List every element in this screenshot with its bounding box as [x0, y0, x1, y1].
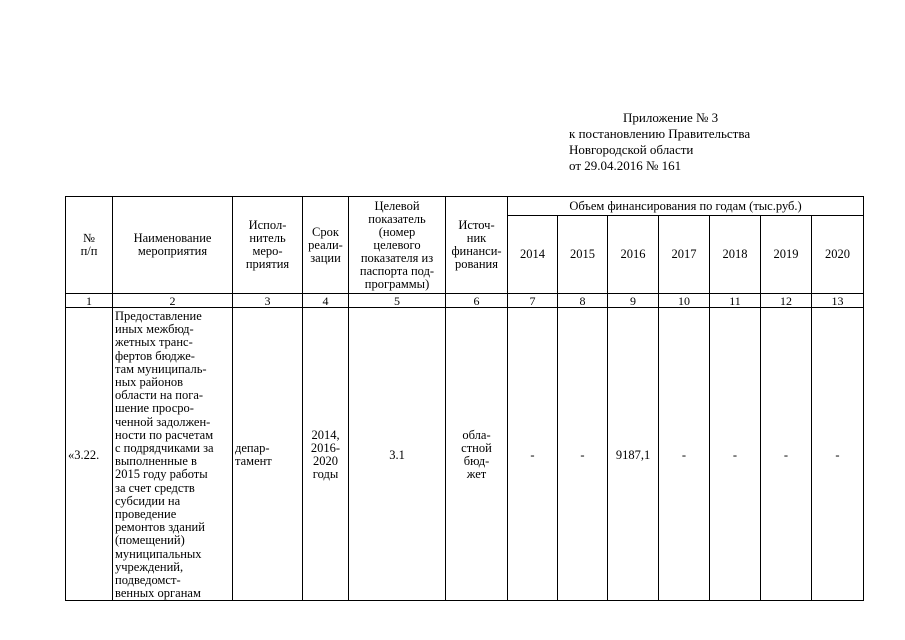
row-term-cell: 2014, 2016- 2020 годы	[303, 308, 349, 601]
table-row	[66, 308, 864, 601]
column-number: 1	[66, 294, 113, 308]
row-value-cell: -	[761, 308, 812, 601]
row-name-cell: Предоставление иных межбюд- жетных транс- фертов бюдже- там муниципаль- ных районов области на пога- шение просро- ченной задолжен- ности по расчетам с подрядчиками за выполненные в 2015 году работы за счет средств субсидии на проведение ремонтов зданий (помещений) муниципальных учреждений, подведомст- венных органам	[113, 308, 233, 601]
row-value-cell: -	[659, 308, 710, 601]
column-number: 13	[812, 294, 864, 308]
column-number: 7	[508, 294, 558, 308]
appendix-ref-line: к постановлению Правительства	[569, 126, 751, 141]
column-number: 12	[761, 294, 812, 308]
column-number: 3	[233, 294, 303, 308]
column-number: 10	[659, 294, 710, 308]
appendix-region-line: Новгородской области	[569, 142, 694, 157]
header-source: Источ- ник финанси- рования	[446, 197, 508, 294]
appendix-header	[569, 110, 750, 174]
funding-table	[65, 196, 864, 601]
header-term: Срок реали- зации	[303, 197, 349, 294]
row-value-cell: -	[710, 308, 761, 601]
row-source-cell: обла- стной бюд- жет	[446, 308, 508, 601]
appendix-title: Приложение № 3	[623, 110, 719, 125]
header-num: № п/п	[66, 197, 113, 294]
header-year: 2019	[761, 216, 812, 294]
row-value-cell: -	[558, 308, 608, 601]
header-executor: Испол- нитель меро- приятия	[233, 197, 303, 294]
column-number: 9	[608, 294, 659, 308]
column-number: 8	[558, 294, 608, 308]
row-value-cell: -	[812, 308, 864, 601]
header-year: 2018	[710, 216, 761, 294]
header-year: 2015	[558, 216, 608, 294]
column-number: 2	[113, 294, 233, 308]
column-number: 4	[303, 294, 349, 308]
header-target: Целевой показатель (номер целевого показателя из паспорта под- программы)	[349, 197, 446, 294]
appendix-date-line: от 29.04.2016 № 161	[569, 158, 682, 173]
header-year: 2014	[508, 216, 558, 294]
column-number: 11	[710, 294, 761, 308]
row-value-cell: -	[508, 308, 558, 601]
header-name: Наименование мероприятия	[113, 197, 233, 294]
header-year: 2016	[608, 216, 659, 294]
column-number: 5	[349, 294, 446, 308]
column-number: 6	[446, 294, 508, 308]
header-year: 2017	[659, 216, 710, 294]
row-executor-cell: депар- тамент	[233, 308, 303, 601]
row-num-cell: «3.22.	[66, 308, 113, 601]
header-year: 2020	[812, 216, 864, 294]
row-target-cell: 3.1	[349, 308, 446, 601]
header-funding: Объем финансирования по годам (тыс.руб.)	[508, 197, 864, 216]
row-value-cell: 9187,1	[608, 308, 659, 601]
